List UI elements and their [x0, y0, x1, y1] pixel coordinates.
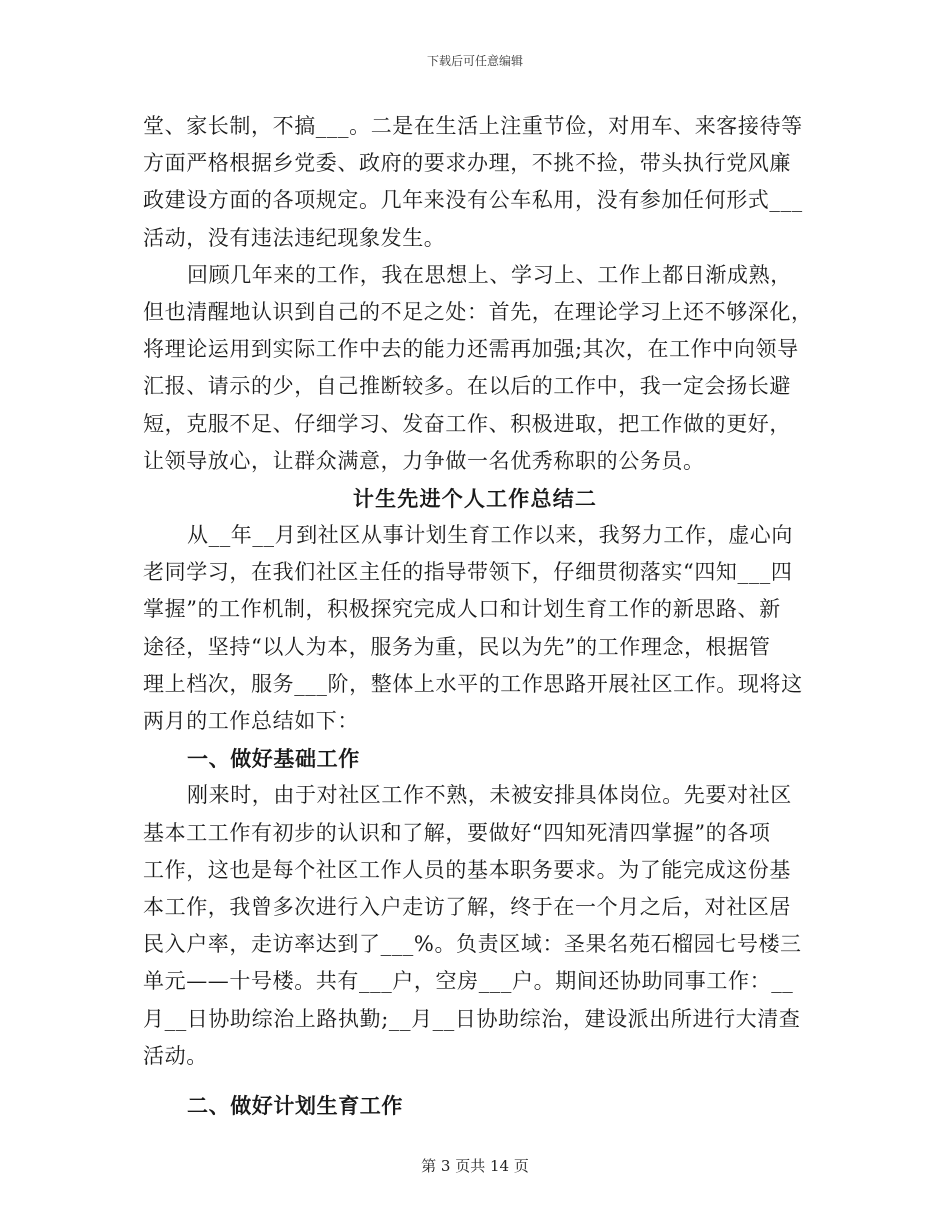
body-line: 但也清醒地认识到自己的不足之处：首先，在理论学习上还不够深化，: [143, 299, 813, 324]
body-line: 民入户率，走访率达到了___%。负责区域：圣果名苑石榴园七号楼三: [143, 932, 802, 957]
body-line: 两月的工作总结如下：: [143, 709, 359, 733]
page-header-note: 下载后可任意编辑: [426, 54, 523, 68]
document-body: [143, 108, 813, 1124]
body-line: 堂、家长制，不搞___。二是在生活上注重节俭，对用车、来客接待等: [143, 114, 803, 138]
body-line: 途径，坚持“以人为本，服务为重，民以为先”的工作理念，根据管: [143, 634, 771, 659]
paragraph-first-line: 从__年__月到社区从事计划生育工作以来，我努力工作，虚心向: [187, 523, 793, 548]
body-line: 基本工工作有初步的认识和了解，要做好“四知死清四掌握”的各项: [143, 820, 771, 845]
body-line: 月__日协助综治上路执勤;__月__日协助综治，建设派出所进行大清查: [143, 1006, 801, 1031]
paragraph-first-line: 刚来时，由于对社区工作不熟，未被安排具体岗位。先要对社区: [187, 783, 792, 808]
body-line: 掌握”的工作机制，积极探究完成人口和计划生育工作的新思路、新: [143, 597, 781, 622]
body-line: 老同学习，在我们社区主任的指导带领下，仔细贯彻落实“四知___四: [143, 560, 793, 585]
body-line: 本工作，我曾多次进行入户走访了解，终于在一个月之后，对社区居: [143, 894, 791, 919]
body-line: 政建设方面的各项规定。几年来没有公车私用，没有参加任何形式___: [143, 188, 803, 213]
body-line: 汇报、请示的少，自己推断较多。在以后的工作中，我一定会扬长避: [143, 374, 791, 399]
body-line: 单元——十号楼。共有___户，空房___户。期间还协助同事工作：__: [143, 969, 794, 994]
body-line: 方面严格根据乡党委、政府的要求办理，不挑不捡，带头执行党风廉: [143, 151, 791, 176]
body-line: 工作，这也是每个社区工作人员的基本职务要求。为了能完成这份基: [143, 857, 791, 882]
body-line: 将理论运用到实际工作中去的能力还需再加强;其次，在工作中向领导: [143, 337, 799, 362]
paragraph-first-line: 回顾几年来的工作，我在思想上、学习上、工作上都日渐成熟，: [187, 262, 792, 287]
section-title: 计生先进个人工作总结二: [352, 485, 598, 511]
body-line: 短，克服不足、仔细学习、发奋工作、积极进取，把工作做的更好，: [143, 411, 791, 436]
body-line: 活动，没有违法违纪现象发生。: [143, 225, 446, 250]
body-line: 理上档次，服务___阶，整体上水平的工作思路开展社区工作。现将这: [143, 671, 803, 696]
page-number-footer: 第 3 页共 14 页: [421, 1157, 529, 1175]
subsection-heading: 二、做好计划生育工作: [187, 1092, 403, 1118]
body-line: 让领导放心，让群众满意，力争做一名优秀称职的公务员。: [143, 448, 705, 473]
body-line: 活动。: [143, 1043, 208, 1068]
subsection-heading: 一、做好基础工作: [187, 746, 360, 772]
